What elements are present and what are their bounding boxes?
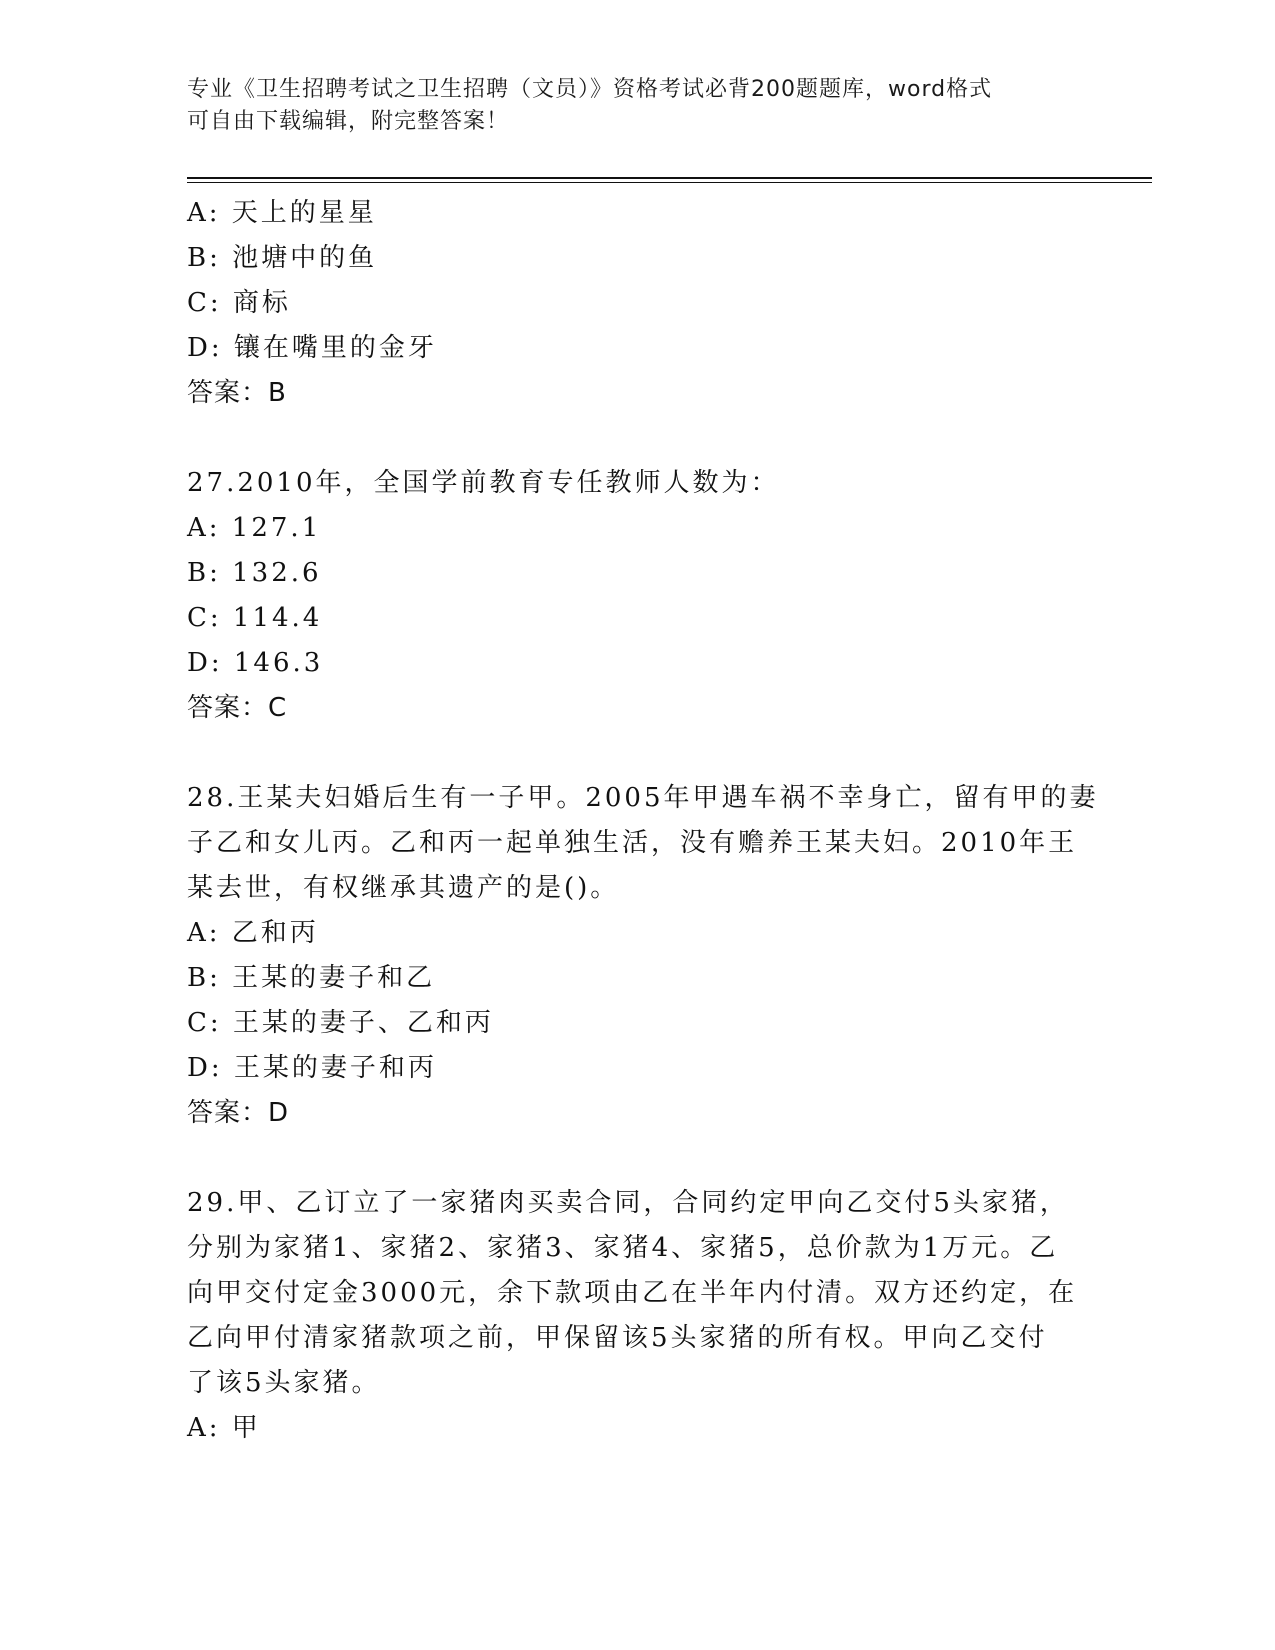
- answer: 答案：C: [187, 693, 288, 723]
- option-a: A: 127.1: [187, 513, 322, 543]
- question-line: 子乙和女儿丙。乙和丙一起单独生活，没有赡养王某夫妇。2010年王: [187, 828, 1078, 858]
- question-27: [187, 461, 1117, 731]
- option-a: A: 乙和丙: [187, 918, 319, 948]
- option-b: B: 池塘中的鱼: [187, 243, 378, 273]
- option-d: D: 王某的妻子和丙: [187, 1053, 437, 1083]
- option-b: B: 132.6: [187, 558, 322, 588]
- question-list: [187, 191, 1117, 1451]
- spacer: [187, 731, 1117, 776]
- option-a: A: 天上的星星: [187, 198, 377, 228]
- question-line: 乙向甲付清家猪款项之前，甲保留该5头家猪的所有权。甲向乙交付: [187, 1323, 1048, 1353]
- divider-thin: [187, 182, 1152, 183]
- document-header: [187, 74, 1087, 138]
- option-d: D: 镶在嘴里的金牙: [187, 333, 437, 363]
- question-29: [187, 1181, 1117, 1451]
- question-line: 27.2010年，全国学前教育专任教师人数为：: [187, 468, 780, 498]
- question-line: 某去世，有权继承其遗产的是()。: [187, 873, 620, 903]
- question-text: [187, 776, 1117, 911]
- answer: 答案：B: [187, 378, 287, 408]
- answer: 答案：D: [187, 1098, 290, 1128]
- question-line: 28.王某夫妇婚后生有一子甲。2005年甲遇车祸不幸身亡，留有甲的妻: [187, 783, 1099, 813]
- question-26: [187, 191, 1117, 416]
- question-line: 29.甲、乙订立了一家猪肉买卖合同，合同约定甲向乙交付5头家猪，: [187, 1188, 1069, 1218]
- spacer: [187, 1136, 1117, 1181]
- question-line: 分别为家猪1、家猪2、家猪3、家猪4、家猪5，总价款为1万元。乙: [187, 1233, 1059, 1263]
- header-divider: [187, 177, 1152, 183]
- question-text: [187, 1181, 1117, 1406]
- divider-thick: [187, 177, 1152, 179]
- option-c: C: 商标: [187, 288, 291, 318]
- option-c: C: 王某的妻子、乙和丙: [187, 1008, 494, 1038]
- option-d: D: 146.3: [187, 648, 324, 678]
- question-line: 了该5头家猪。: [187, 1368, 381, 1398]
- header-line-2: 可自由下载编辑，附完整答案！: [187, 109, 510, 134]
- question-text: [187, 461, 1117, 506]
- spacer: [187, 416, 1117, 461]
- header-line-1: 专业《卫生招聘考试之卫生招聘（文员）》资格考试必背200题题库，word格式: [187, 77, 993, 102]
- question-line: 向甲交付定金3000元，余下款项由乙在半年内付清。双方还约定，在: [187, 1278, 1078, 1308]
- option-b: B: 王某的妻子和乙: [187, 963, 436, 993]
- question-28: [187, 776, 1117, 1136]
- option-a: A: 甲: [187, 1413, 261, 1443]
- option-c: C: 114.4: [187, 603, 323, 633]
